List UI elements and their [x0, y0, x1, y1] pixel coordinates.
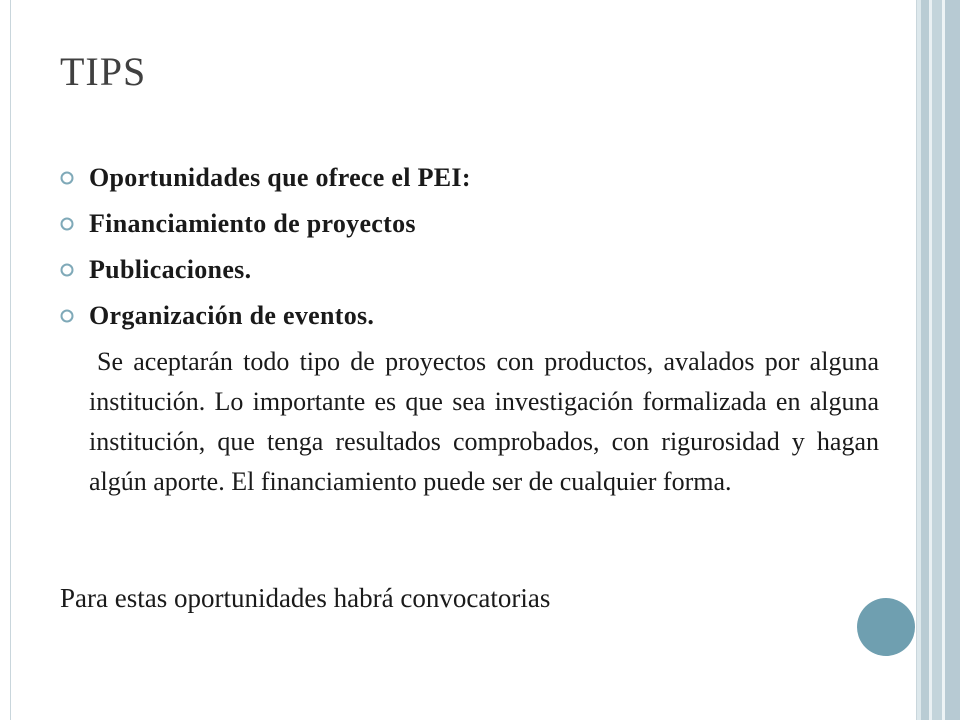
- ring-bullet-icon: [60, 217, 74, 231]
- bullet-list: [60, 155, 880, 339]
- bullet-item: [60, 155, 880, 201]
- circle-decoration: [857, 598, 915, 656]
- side-stripes-decoration: [917, 0, 960, 720]
- ring-bullet-icon: [60, 309, 74, 323]
- ring-bullet-icon: [60, 263, 74, 277]
- bullet-item: [60, 247, 880, 293]
- bullet-text: Publicaciones.: [89, 255, 252, 284]
- bullet-text: Oportunidades que ofrece el PEI:: [89, 163, 471, 192]
- bullet-text: Financiamiento de proyectos: [89, 209, 416, 238]
- slide-title: TIPS: [60, 49, 147, 94]
- closing-line: Para estas oportunidades habrá convocatorias: [60, 583, 551, 613]
- bullet-text: Organización de eventos.: [89, 301, 375, 330]
- bullet-item: [60, 201, 880, 247]
- ring-bullet-icon: [60, 171, 74, 185]
- bullet-item: [60, 293, 880, 339]
- body-paragraph: Se aceptarán todo tipo de proyectos con productos, avalados por alguna institución. Lo importante es que sea investigación formalizada en alguna institución, que tenga resultados comprobados, con rigurosidad y hagan algún aporte. El financiamiento puede ser de cualquier forma.: [89, 347, 879, 496]
